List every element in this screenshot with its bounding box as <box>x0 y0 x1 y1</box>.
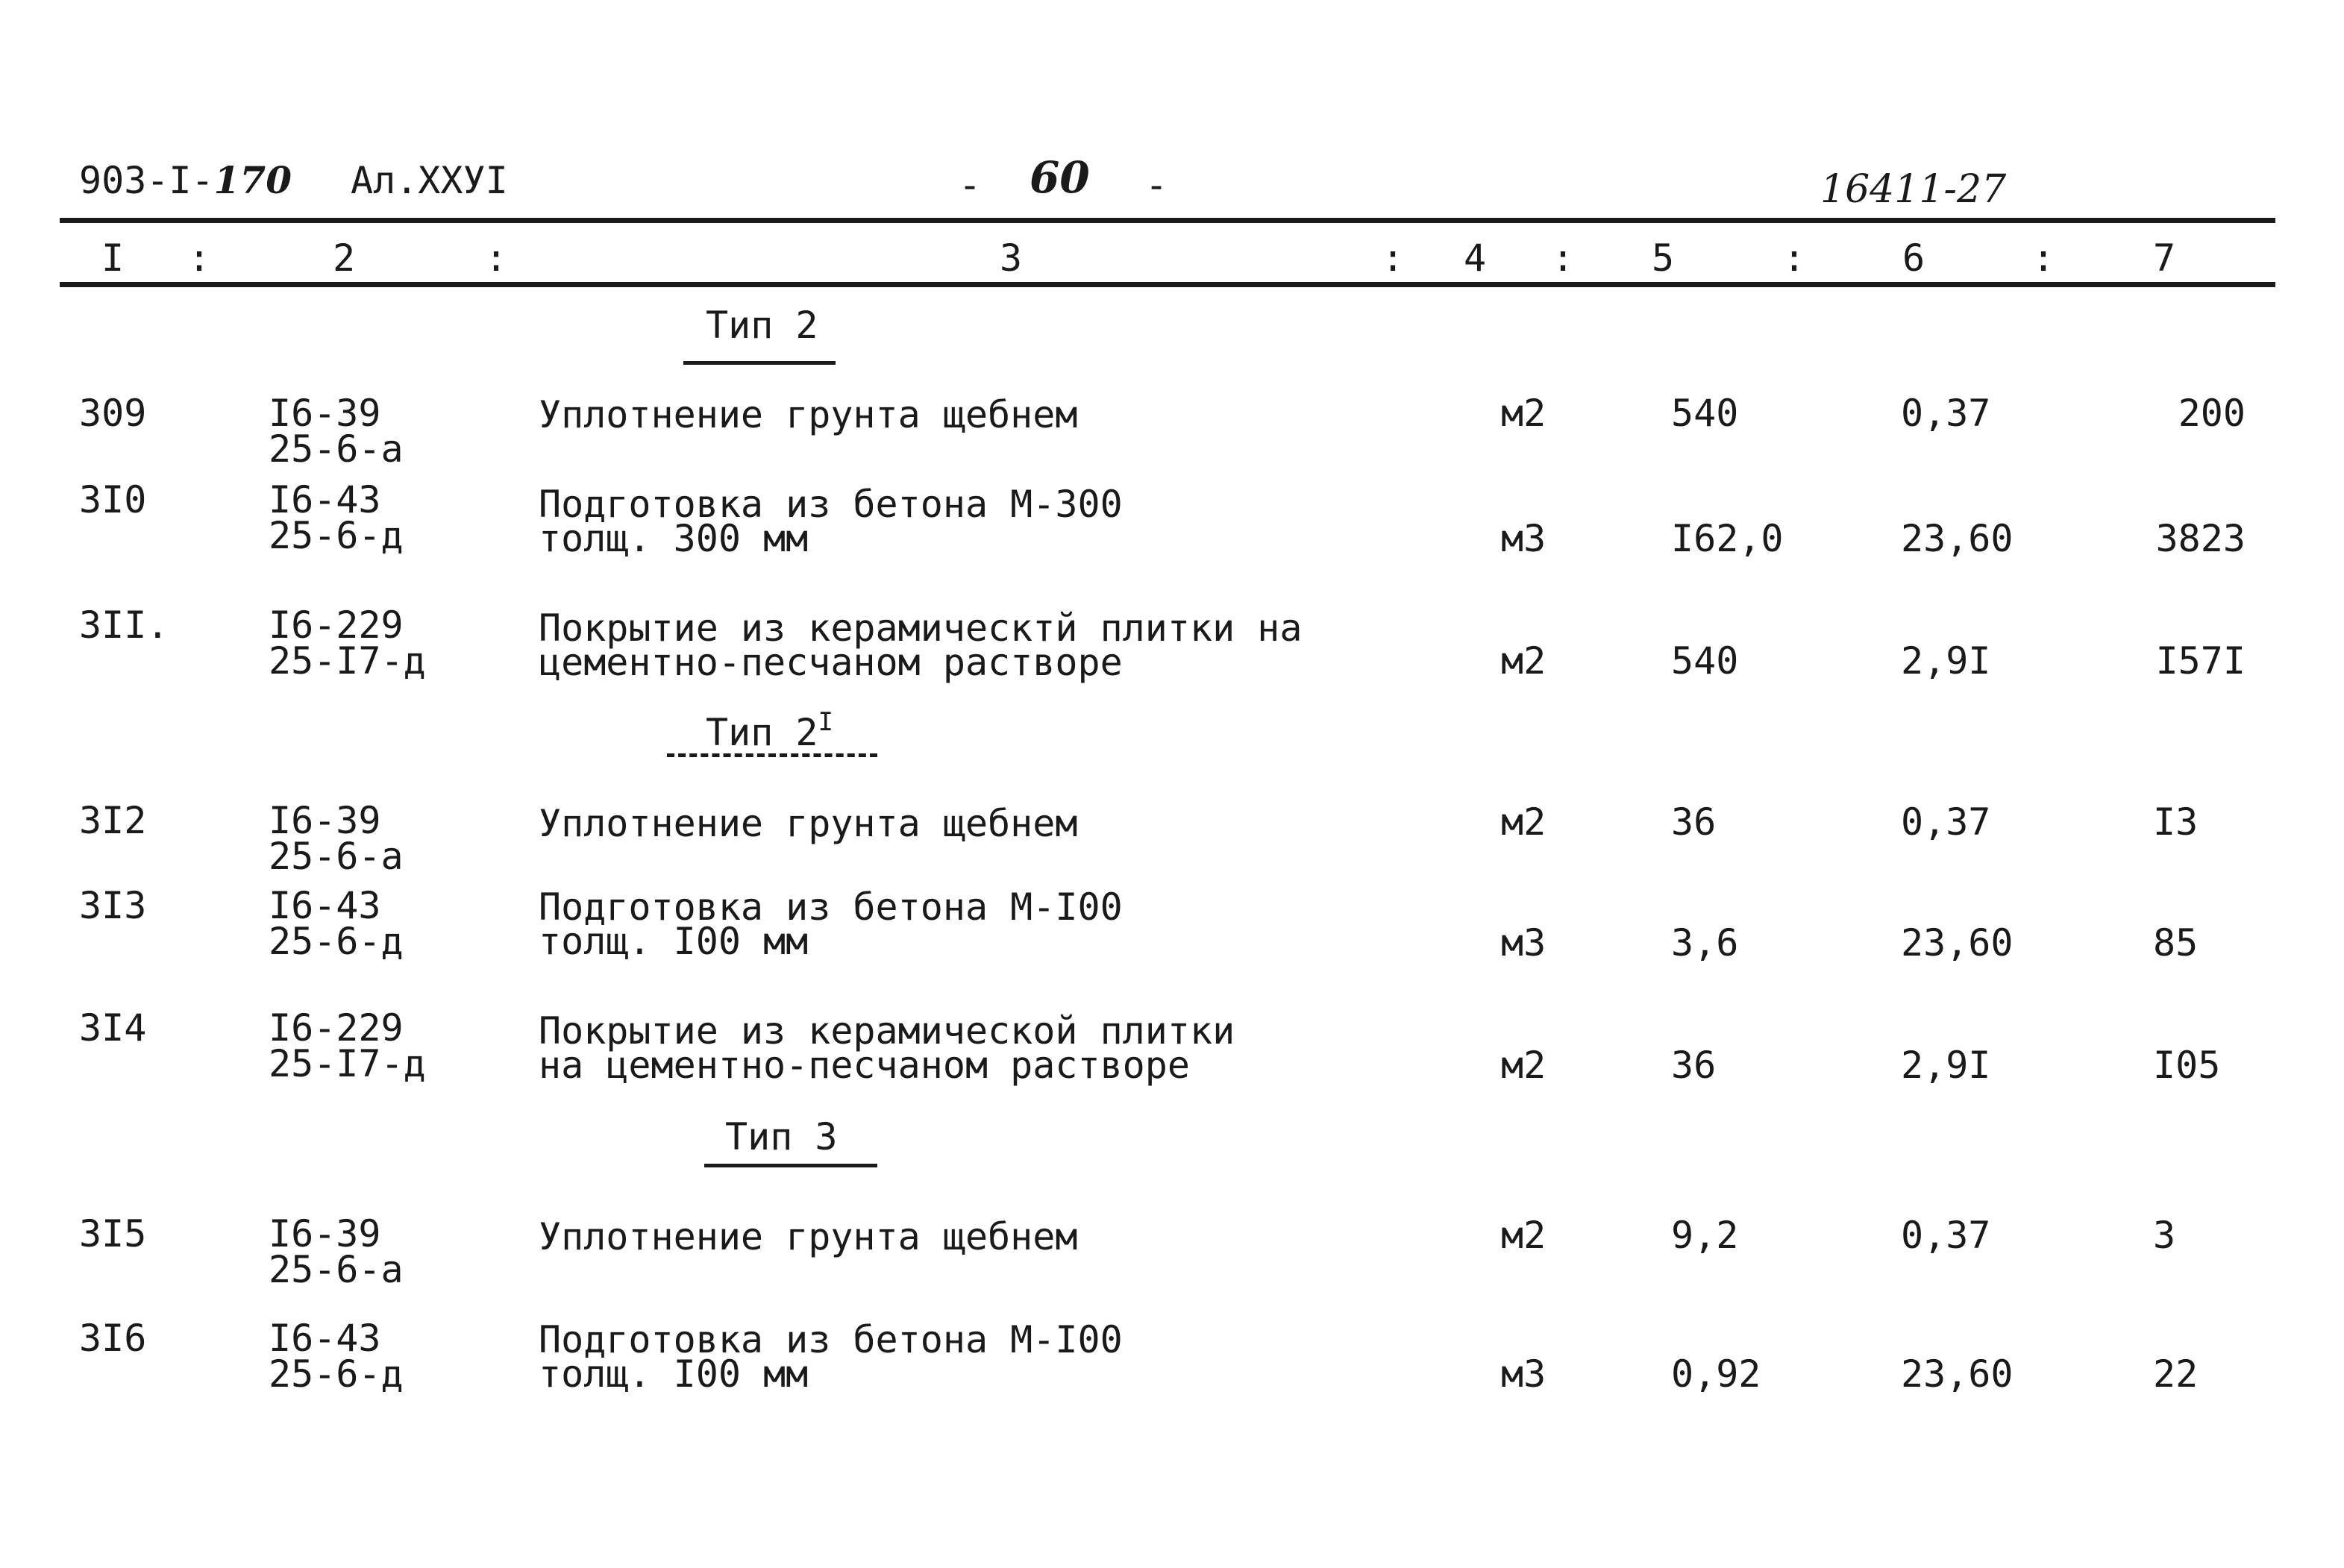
column-header-7: 7 <box>2153 236 2176 280</box>
document-code <box>79 158 292 202</box>
work-description: Уплотнение грунта щебнем <box>539 393 1078 436</box>
unit: м3 <box>1501 517 1547 560</box>
unit-price: 2,9I <box>1901 1044 1991 1087</box>
unit-price: 0,37 <box>1901 392 1991 435</box>
unit-price: 2,9I <box>1901 639 1991 683</box>
document-number: 16411-27 <box>1820 167 2007 212</box>
total-cost: 22 <box>2153 1352 2199 1396</box>
work-description: Уплотнение грунта щебнем <box>539 1215 1078 1258</box>
page-number-dash-left: - <box>959 163 982 207</box>
total-cost: 85 <box>2153 921 2199 965</box>
row-number: 3I5 <box>79 1212 147 1255</box>
column-separator: : <box>188 236 211 280</box>
work-description: Уплотнение грунта щебнем <box>539 802 1078 845</box>
section-title: Тип 3 <box>725 1115 838 1158</box>
table-head-rule <box>60 282 2275 287</box>
work-description-cont: цементно-песчаном растворе <box>539 641 1123 684</box>
quantity: 36 <box>1671 1044 1717 1087</box>
section-title-text: Тип 2 <box>706 711 818 754</box>
price-code: 25-I7-д <box>269 1042 426 1085</box>
row-number: 3II. <box>79 603 169 647</box>
norm-code: I6-43 <box>269 478 381 521</box>
price-code: 25-6-а <box>269 835 404 878</box>
unit: м3 <box>1501 1352 1547 1396</box>
work-description: Подготовка из бетона М-I00 <box>539 1318 1123 1361</box>
total-cost: 3 <box>2153 1214 2176 1257</box>
section-title-superscript: I <box>818 707 833 737</box>
norm-code: I6-43 <box>269 884 381 927</box>
row-number: 3I4 <box>79 1006 147 1050</box>
price-code: 25-6-д <box>269 1352 404 1396</box>
quantity: 0,92 <box>1671 1352 1761 1396</box>
price-code: 25-6-а <box>269 427 404 471</box>
unit-price: 0,37 <box>1901 1214 1991 1257</box>
total-cost: I3 <box>2153 800 2199 844</box>
total-cost: 200 <box>2178 392 2246 435</box>
column-header-5: 5 <box>1652 236 1675 280</box>
column-header-2: 2 <box>333 236 356 280</box>
unit: м2 <box>1501 1214 1547 1257</box>
norm-code: I6-43 <box>269 1317 381 1360</box>
price-code: 25-6-д <box>269 920 404 963</box>
row-number: 309 <box>79 392 147 435</box>
row-number: 3I2 <box>79 799 147 842</box>
work-description-cont: толщ. 300 мм <box>539 517 809 560</box>
quantity: 540 <box>1671 392 1739 435</box>
total-cost: I57I <box>2155 639 2246 683</box>
norm-code: I6-39 <box>269 1212 381 1255</box>
unit: м2 <box>1501 1044 1547 1087</box>
column-separator: : <box>485 236 508 280</box>
price-code: 25-6-а <box>269 1248 404 1291</box>
document-code-handwritten: 170 <box>213 158 292 202</box>
unit-price: 23,60 <box>1901 921 2014 965</box>
section-title: Тип 2 <box>706 304 818 347</box>
album-number: Ал.XXУI <box>351 159 508 202</box>
page-number: 60 <box>1030 152 1090 203</box>
column-separator: : <box>1552 236 1575 280</box>
quantity: 540 <box>1671 639 1739 683</box>
price-code: 25-6-д <box>269 514 404 557</box>
total-cost: 3823 <box>2155 517 2246 560</box>
unit-price: 23,60 <box>1901 1352 2014 1396</box>
norm-code: I6-39 <box>269 392 381 435</box>
column-separator: : <box>1382 236 1405 280</box>
section-title <box>706 707 833 754</box>
table-top-rule <box>60 218 2275 223</box>
quantity: 3,6 <box>1671 921 1739 965</box>
section-title-underline <box>704 1164 877 1167</box>
unit: м2 <box>1501 639 1547 683</box>
work-description-cont: толщ. I00 мм <box>539 1352 809 1396</box>
column-header-6: 6 <box>1902 236 1925 280</box>
norm-code: I6-39 <box>269 799 381 842</box>
row-number: 3I3 <box>79 884 147 927</box>
quantity: 9,2 <box>1671 1214 1739 1257</box>
document-code-typed: 903-I- <box>79 159 214 202</box>
total-cost: I05 <box>2153 1044 2221 1087</box>
row-number: 3I6 <box>79 1317 147 1360</box>
column-separator: : <box>2032 236 2055 280</box>
norm-code: I6-229 <box>269 1006 404 1050</box>
row-number: 3I0 <box>79 478 147 521</box>
work-description-cont: на цементно-песчаном растворе <box>539 1044 1190 1087</box>
unit: м2 <box>1501 392 1547 435</box>
work-description-cont: толщ. I00 мм <box>539 920 809 963</box>
work-description: Покрытие из керамической плитки <box>539 1009 1235 1053</box>
unit-price: 23,60 <box>1901 517 2014 560</box>
work-description: Подготовка из бетона М-300 <box>539 483 1123 526</box>
price-code: 25-I7-д <box>269 639 426 683</box>
section-title-underline <box>683 361 836 365</box>
section-title-underline <box>667 753 877 757</box>
page-number-dash-right: - <box>1145 163 1168 207</box>
work-description: Подготовка из бетона М-I00 <box>539 885 1123 929</box>
quantity: I62,0 <box>1671 517 1784 560</box>
column-header-3: 3 <box>1000 236 1023 280</box>
column-header-1: I <box>101 236 125 280</box>
quantity: 36 <box>1671 800 1717 844</box>
unit: м3 <box>1501 921 1547 965</box>
column-header-4: 4 <box>1464 236 1487 280</box>
work-description: Покрытие из керамическтй плитки на <box>539 606 1303 650</box>
norm-code: I6-229 <box>269 603 404 647</box>
unit-price: 0,37 <box>1901 800 1991 844</box>
unit: м2 <box>1501 800 1547 844</box>
column-separator: : <box>1783 236 1806 280</box>
